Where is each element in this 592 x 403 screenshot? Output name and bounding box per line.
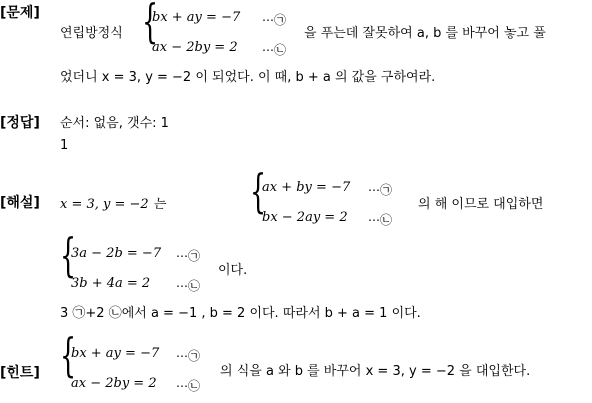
explanation-eq1-mark: ⋯㉠ <box>368 183 393 197</box>
problem-tag: [문제] <box>0 5 40 21</box>
answer-value: 1 <box>60 138 69 153</box>
hint-eq2: ax − 2by = 2 <box>71 376 157 391</box>
explanation-sub-eq2-mark: ⋯㉡ <box>176 279 201 293</box>
answer-meta: 순서: 없음, 갯수: 1 <box>60 116 169 131</box>
problem-eq2-mark: ⋯㉡ <box>262 43 287 57</box>
hint-brace: { <box>60 328 77 382</box>
problem-eq1: bx + ay = −7 <box>152 10 241 25</box>
explanation-sub-tail: 이다. <box>218 263 248 278</box>
answer-tag: [정답] <box>0 115 40 131</box>
explanation-eq2-mark: ⋯㉡ <box>368 213 393 227</box>
hint-eq1-mark: ⋯㉠ <box>176 349 201 363</box>
explanation-lead: x = 3, y = −2 는 <box>60 197 166 212</box>
hint-eq2-mark: ⋯㉡ <box>176 379 201 393</box>
explanation-tag: [해설] <box>0 195 40 211</box>
explanation-sub-brace: { <box>60 228 77 282</box>
problem-eq2: ax − 2by = 2 <box>152 40 238 55</box>
explanation-conclusion: 3 ㉠+2 ㉡에서 a = −1 , b = 2 이다. 따라서 b + a = 1 이다. <box>60 306 421 321</box>
hint-eq1: bx + ay = −7 <box>71 346 160 361</box>
explanation-sub-eq1-mark: ⋯㉠ <box>176 249 201 263</box>
problem-line2: 었더니 x = 3, y = −2 이 되었다. 이 때, b + a 의 값을 구하여라. <box>60 70 436 85</box>
hint-tag: [힌트] <box>0 365 40 381</box>
problem-lead: 연립방정식 <box>60 26 123 41</box>
explanation-brace: { <box>250 164 267 218</box>
explanation-sub-eq1: 3a − 2b = −7 <box>71 246 162 261</box>
explanation-eq2: bx − 2ay = 2 <box>262 210 348 225</box>
explanation-eq1: ax + by = −7 <box>262 180 351 195</box>
problem-brace: { <box>142 0 159 48</box>
explanation-tail: 의 해 이므로 대입하면 <box>418 197 544 212</box>
explanation-sub-eq2: 3b + 4a = 2 <box>71 276 151 291</box>
problem-eq1-mark: ⋯㉠ <box>262 13 287 27</box>
problem-line1-tail: 을 푸는데 잘못하여 a, b 를 바꾸어 놓고 풀 <box>304 26 546 41</box>
hint-tail: 의 식을 a 와 b 를 바꾸어 x = 3, y = −2 을 대입한다. <box>220 364 531 379</box>
